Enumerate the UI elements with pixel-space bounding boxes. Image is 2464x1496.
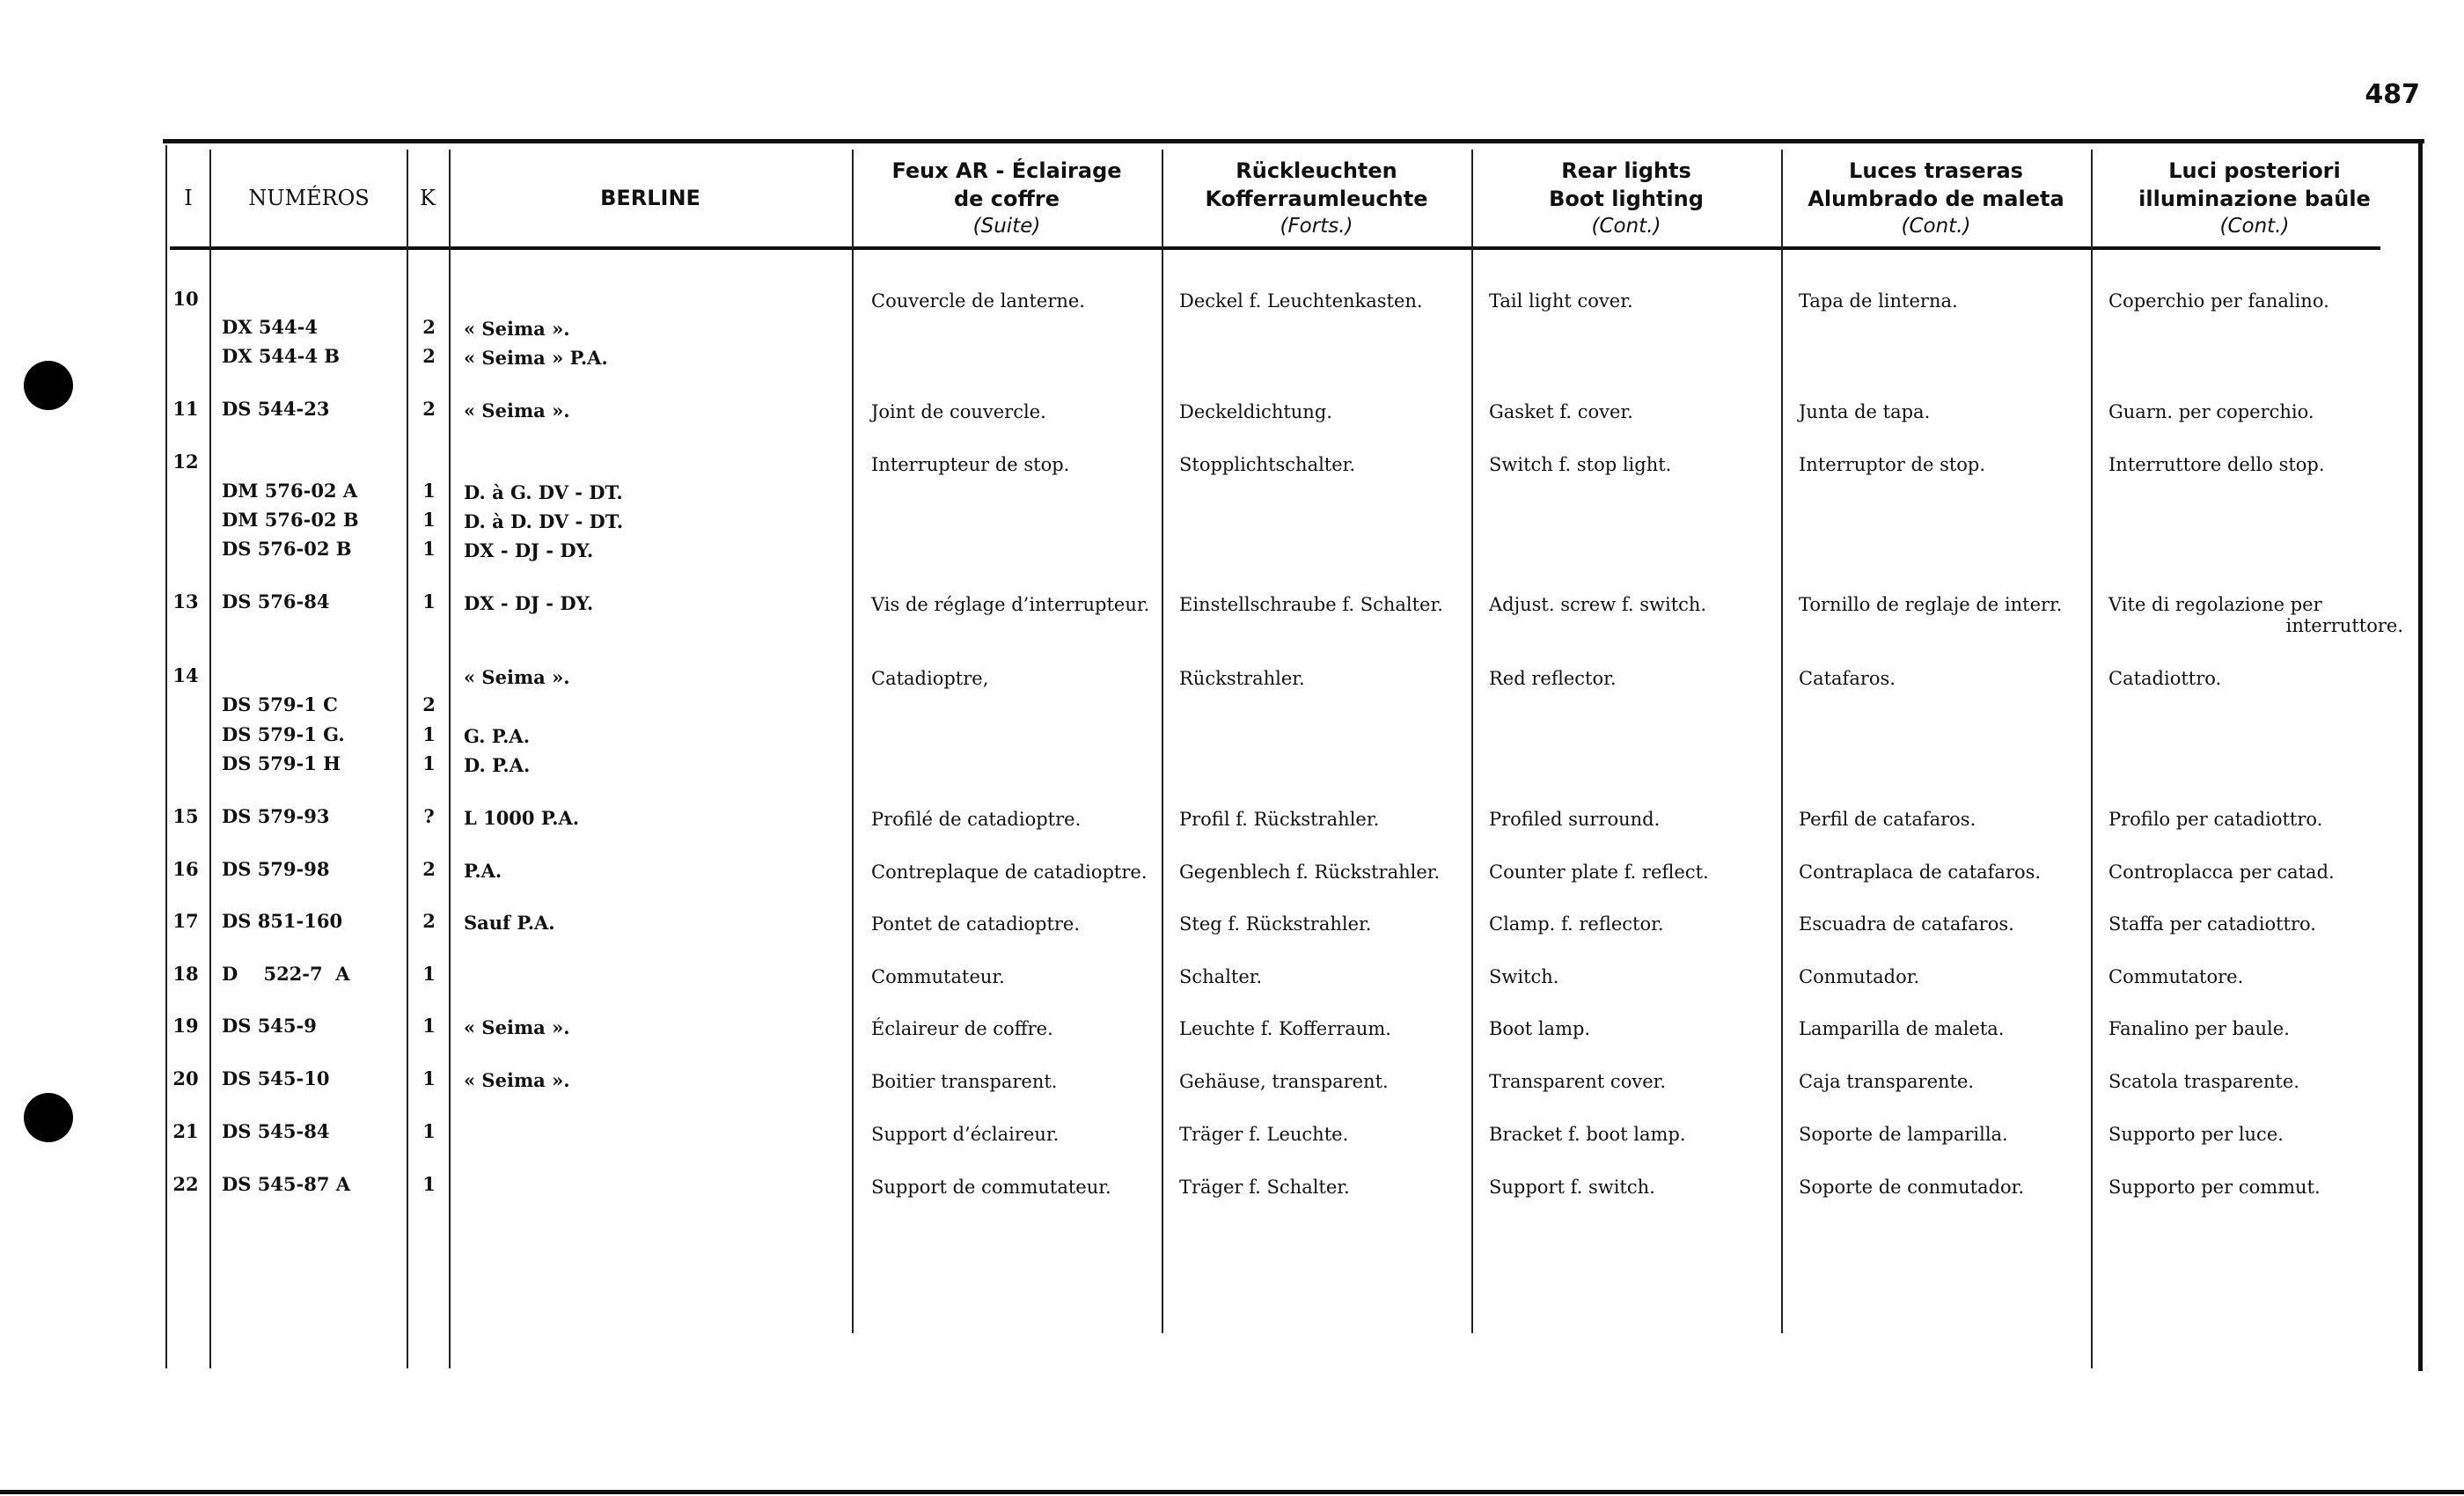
column-divider-german (1471, 150, 1473, 1333)
header-italian-line2: illuminazione baûle (2138, 186, 2371, 211)
quantity-k: 1 (422, 1067, 436, 1089)
quantity-k: 1 (422, 1120, 436, 1142)
english-description: Transparent cover. (1489, 1071, 1667, 1092)
berline-variant: DX - DJ - DY. (464, 592, 594, 614)
italian-description: Coperchio per fanalino. (2108, 290, 2329, 312)
italian-description: Vite di regolazione per (2108, 594, 2322, 615)
row-index: 18 (172, 963, 199, 985)
binder-hole-bottom (24, 1093, 73, 1142)
italian-description: Supporto per commut. (2108, 1177, 2321, 1198)
italian-description: Staffa per catadiottro. (2108, 913, 2316, 935)
header-german-note: (Forts.) (1280, 214, 1353, 238)
row-index: 14 (172, 664, 199, 686)
table-frame-right (2418, 139, 2423, 1371)
quantity-k: ? (423, 805, 435, 827)
header-english-line2: Boot lighting (1549, 186, 1704, 211)
english-description: Switch. (1489, 966, 1559, 987)
english-description: Switch f. stop light. (1489, 454, 1672, 475)
binder-hole-top (24, 361, 73, 410)
row-index: 13 (172, 590, 199, 612)
spanish-description: Interruptor de stop. (1799, 454, 1986, 475)
quantity-k: 2 (422, 910, 436, 932)
english-description: Boot lamp. (1489, 1018, 1591, 1039)
column-divider-index (209, 150, 211, 1368)
header-french-note: (Suite) (972, 214, 1041, 238)
spanish-description: Catafaros. (1799, 668, 1896, 689)
part-number: DS 545-10 (222, 1067, 330, 1089)
english-description: Profiled surround. (1489, 809, 1661, 830)
header-italian (2091, 151, 2418, 244)
row-index: 11 (172, 398, 199, 420)
row-index: 20 (172, 1067, 199, 1089)
french-description: Profilé de catadioptre. (871, 809, 1082, 830)
part-number: D 522-7 A (222, 963, 350, 985)
quantity-k: 1 (422, 590, 436, 612)
english-description: Red reflector. (1489, 668, 1617, 689)
column-divider-left (165, 145, 167, 1368)
italian-description: Fanalino per baule. (2108, 1018, 2290, 1039)
row-index: 16 (172, 858, 199, 880)
row-index: 10 (172, 288, 199, 310)
column-divider-berline (852, 150, 854, 1333)
german-description: Träger f. Leuchte. (1179, 1124, 1349, 1145)
berline-variant: L 1000 P.A. (464, 807, 580, 829)
header-numbers (211, 151, 407, 244)
english-description: Adjust. screw f. switch. (1489, 594, 1707, 615)
berline-variant: DX - DJ - DY. (464, 539, 594, 561)
part-number: DS 576-84 (222, 590, 330, 612)
quantity-k: 1 (422, 480, 436, 502)
header-italian-line1: Luci posteriori (2168, 158, 2341, 183)
french-description: Éclaireur de coffre. (871, 1018, 1053, 1039)
row-index: 17 (172, 910, 199, 932)
part-number: DS 579-1 C (222, 693, 338, 715)
part-number: DS 545-84 (222, 1120, 330, 1142)
header-numbers-label: NUMÉROS (248, 185, 370, 210)
german-description: Gegenblech f. Rückstrahler. (1179, 862, 1441, 883)
row-index: 19 (172, 1015, 199, 1037)
header-spanish-line2: Alumbrado de maleta (1808, 186, 2064, 211)
column-divider-numbers (407, 150, 408, 1368)
german-description: Schalter. (1179, 966, 1263, 987)
french-description: Contreplaque de catadioptre. (871, 862, 1148, 883)
spanish-description: Soporte de conmutador. (1799, 1177, 2025, 1198)
italian-description: Supporto per luce. (2108, 1124, 2284, 1145)
header-french-line1: Feux AR - Éclairage (891, 158, 1122, 183)
column-divider-english (1781, 150, 1783, 1333)
header-berline (449, 151, 852, 244)
page-bottom-rule (0, 1490, 2464, 1494)
italian-description: Interruttore dello stop. (2108, 454, 2325, 475)
part-number: DS 544-23 (222, 398, 330, 420)
berline-variant: « Seima » P.A. (464, 347, 608, 369)
italian-description-continued: interruttore. (2285, 615, 2403, 636)
part-number: DS 579-98 (222, 858, 330, 880)
row-index: 21 (172, 1120, 199, 1142)
english-description: Clamp. f. reflector. (1489, 913, 1664, 935)
english-description: Support f. switch. (1489, 1177, 1655, 1198)
quantity-k: 1 (422, 963, 436, 985)
english-description: Counter plate f. reflect. (1489, 862, 1709, 883)
spanish-description: Tornillo de reglaje de interr. (1799, 594, 2063, 615)
berline-variant: P.A. (464, 860, 502, 882)
french-description: Support d’éclaireur. (871, 1124, 1060, 1145)
german-description: Profil f. Rückstrahler. (1179, 809, 1380, 830)
french-description: Boitier transparent. (871, 1071, 1058, 1092)
part-number: DS 851-160 (222, 910, 343, 932)
part-number: DX 544-4 (222, 316, 318, 338)
german-description: Stopplichtschalter. (1179, 454, 1356, 475)
italian-description: Guarn. per coperchio. (2108, 401, 2314, 422)
spanish-description: Escuadra de catafaros. (1799, 913, 2014, 935)
header-rule (170, 246, 2380, 250)
header-k (407, 151, 449, 244)
german-description: Deckel f. Leuchtenkasten. (1179, 290, 1423, 312)
berline-variant: Sauf P.A. (464, 912, 555, 934)
spanish-description: Caja transparente. (1799, 1071, 1975, 1092)
berline-variant: D. à D. DV - DT. (464, 510, 624, 532)
quantity-k: 1 (422, 509, 436, 531)
column-divider-french (1162, 150, 1163, 1333)
spanish-description: Soporte de lamparilla. (1799, 1124, 2008, 1145)
header-french-line2: de coffre (953, 186, 1060, 211)
italian-description: Commutatore. (2108, 966, 2244, 987)
german-description: Deckeldichtung. (1179, 401, 1332, 422)
header-english-note: (Cont.) (1591, 214, 1661, 238)
spanish-description: Lamparilla de maleta. (1799, 1018, 2005, 1039)
french-description: Couvercle de lanterne. (871, 290, 1085, 312)
header-k-label: K (420, 185, 436, 210)
german-description: Leuchte f. Kofferraum. (1179, 1018, 1391, 1039)
berline-variant: « Seima ». (464, 400, 570, 422)
berline-variant: « Seima ». (464, 666, 570, 688)
column-divider-spanish (2091, 150, 2093, 1368)
page-number: 487 (2365, 79, 2420, 110)
part-number: DS 579-93 (222, 805, 330, 827)
header-german (1162, 151, 1471, 244)
header-index (167, 151, 209, 244)
part-number: DX 544-4 B (222, 345, 341, 367)
header-german-line2: Kofferraumleuchte (1205, 186, 1428, 211)
italian-description: Controplacca per catad. (2108, 862, 2335, 883)
french-description: Support de commutateur. (871, 1177, 1111, 1198)
part-number: DS 579-1 G. (222, 723, 345, 745)
header-spanish-line1: Luces traseras (1849, 158, 2023, 183)
quantity-k: 2 (422, 858, 436, 880)
part-number: DS 545-87 A (222, 1173, 351, 1195)
english-description: Tail light cover. (1489, 290, 1633, 312)
part-number: DS 576-02 B (222, 538, 352, 560)
part-number: DS 545-9 (222, 1015, 317, 1037)
header-berline-label: BERLINE (600, 185, 700, 210)
berline-variant: « Seima ». (464, 318, 570, 340)
german-description: Träger f. Schalter. (1179, 1177, 1350, 1198)
quantity-k: 2 (422, 345, 436, 367)
row-index: 22 (172, 1173, 199, 1195)
header-french (852, 151, 1162, 244)
spanish-description: Tapa de linterna. (1799, 290, 1958, 312)
french-description: Vis de réglage d’interrupteur. (871, 594, 1150, 615)
header-index-label: I (184, 185, 193, 210)
spanish-description: Conmutador. (1799, 966, 1920, 987)
french-description: Pontet de catadioptre. (871, 913, 1081, 935)
berline-variant: D. P.A. (464, 754, 531, 776)
berline-variant: « Seima ». (464, 1069, 570, 1091)
french-description: Commutateur. (871, 966, 1005, 987)
quantity-k: 2 (422, 693, 436, 715)
spanish-description: Contraplaca de catafaros. (1799, 862, 2042, 883)
quantity-k: 1 (422, 752, 436, 774)
berline-variant: D. à G. DV - DT. (464, 481, 623, 503)
quantity-k: 1 (422, 723, 436, 745)
column-divider-k (449, 150, 451, 1368)
berline-variant: G. P.A. (464, 725, 531, 747)
header-english-line1: Rear lights (1561, 158, 1691, 183)
german-description: Steg f. Rückstrahler. (1179, 913, 1372, 935)
italian-description: Scatola trasparente. (2108, 1071, 2299, 1092)
berline-variant: « Seima ». (464, 1016, 570, 1038)
header-spanish-note: (Cont.) (1901, 214, 1971, 238)
header-italian-note: (Cont.) (2219, 214, 2290, 238)
row-index: 12 (172, 451, 199, 473)
spanish-description: Junta de tapa. (1799, 401, 1931, 422)
english-description: Gasket f. cover. (1489, 401, 1633, 422)
french-description: Interrupteur de stop. (871, 454, 1070, 475)
spanish-description: Perfil de catafaros. (1799, 809, 1976, 830)
german-description: Einstellschraube f. Schalter. (1179, 594, 1443, 615)
table-frame-top (163, 139, 2424, 143)
italian-description: Profilo per catadiottro. (2108, 809, 2323, 830)
quantity-k: 1 (422, 1173, 436, 1195)
german-description: Rückstrahler. (1179, 668, 1305, 689)
header-english (1471, 151, 1781, 244)
header-german-line1: Rückleuchten (1236, 158, 1397, 183)
row-index: 15 (172, 805, 199, 827)
quantity-k: 1 (422, 538, 436, 560)
italian-description: Catadiottro. (2108, 668, 2222, 689)
header-spanish (1781, 151, 2091, 244)
english-description: Bracket f. boot lamp. (1489, 1124, 1686, 1145)
french-description: Joint de couvercle. (871, 401, 1046, 422)
quantity-k: 2 (422, 398, 436, 420)
quantity-k: 1 (422, 1015, 436, 1037)
part-number: DM 576-02 A (222, 480, 358, 502)
part-number: DS 579-1 H (222, 752, 341, 774)
part-number: DM 576-02 B (222, 509, 359, 531)
quantity-k: 2 (422, 316, 436, 338)
french-description: Catadioptre, (871, 668, 989, 689)
german-description: Gehäuse, transparent. (1179, 1071, 1389, 1092)
